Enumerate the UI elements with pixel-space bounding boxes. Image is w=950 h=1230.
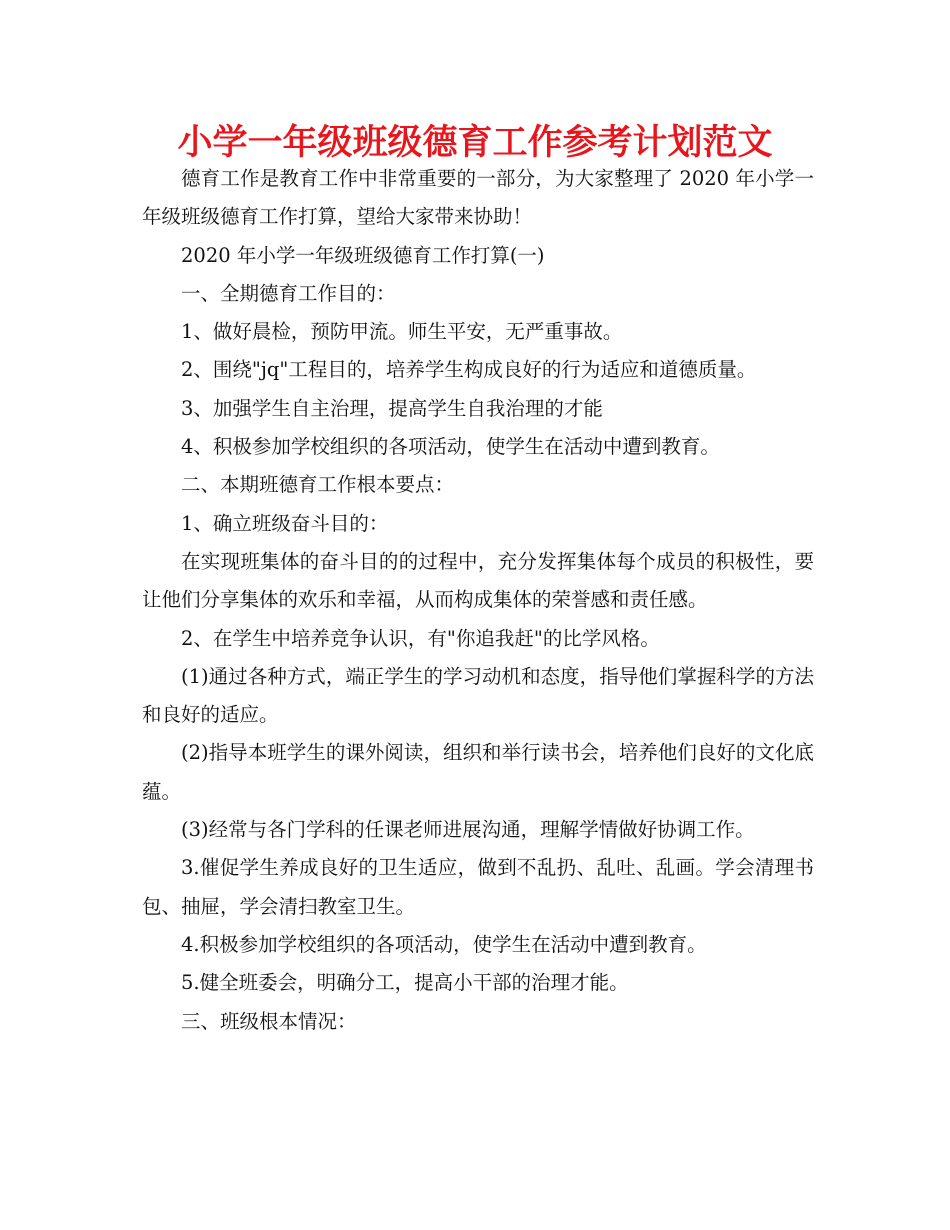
section-heading-goals: 一、全期德育工作目的： <box>181 281 396 305</box>
key-point-5: 5.健全班委会，明确分工，提高小干部的治理才能。 <box>181 971 629 995</box>
key-point-2-sub-2: (2)指导本班学生的课外阅读，组织和举行读书会，培养他们良好的文化底蕴。 <box>142 741 814 803</box>
goal-item-3: 3、加强学生自主治理，提高学生自我治理的才能 <box>181 396 603 420</box>
key-point-2: 2、在学生中培养竞争认识，有"你追我赶"的比学风格。 <box>181 626 660 650</box>
goal-item-4: 4、积极参加学校组织的各项活动，使学生在活动中遭到教育。 <box>181 435 720 459</box>
key-point-1-detail: 在实现班集体的奋斗目的的过程中，充分发挥集体每个成员的积极性，要让他们分享集体的欢乐和幸福，从而构成集体的荣誉感和责任感。 <box>142 549 814 612</box>
paragraph-plan-heading: 2020 年小学一年级班级德育工作打算(一) <box>181 243 545 267</box>
key-point-2-sub-3: (3)经常与各门学科的任课老师进展沟通，理解学情做好协调工作。 <box>181 818 755 842</box>
section-heading-class-situation: 三、班级根本情况： <box>181 1009 357 1033</box>
key-point-4: 4.积极参加学校组织的各项活动，使学生在活动中遭到教育。 <box>181 932 707 956</box>
key-point-2-sub-1: (1)通过各种方式，端正学生的学习动机和态度，指导他们掌握科学的方法和良好的适应。 <box>142 664 814 727</box>
document-body <box>142 160 814 1041</box>
key-point-3: 3.催促学生养成良好的卫生适应，做到不乱扔、乱吐、乱画。学会清理书包、抽屉，学会清扫教室卫生。 <box>142 856 814 918</box>
key-point-1: 1、确立班级奋斗目的： <box>181 511 389 535</box>
paragraph-intro: 德育工作是教育工作中非常重要的一部分，为大家整理了 2020 年小学一年级班级德育工作打算，望给大家带来协助！ <box>142 167 814 229</box>
section-heading-key-points: 二、本期班德育工作根本要点： <box>181 473 455 497</box>
page-title: 小学一年级班级德育工作参考计划范文 <box>177 123 773 163</box>
goal-item-2: 2、围绕"jq"工程目的，培养学生构成良好的行为适应和道德质量。 <box>181 358 757 382</box>
goal-item-1: 1、做好晨检，预防甲流。师生平安，无严重事故。 <box>181 320 623 344</box>
